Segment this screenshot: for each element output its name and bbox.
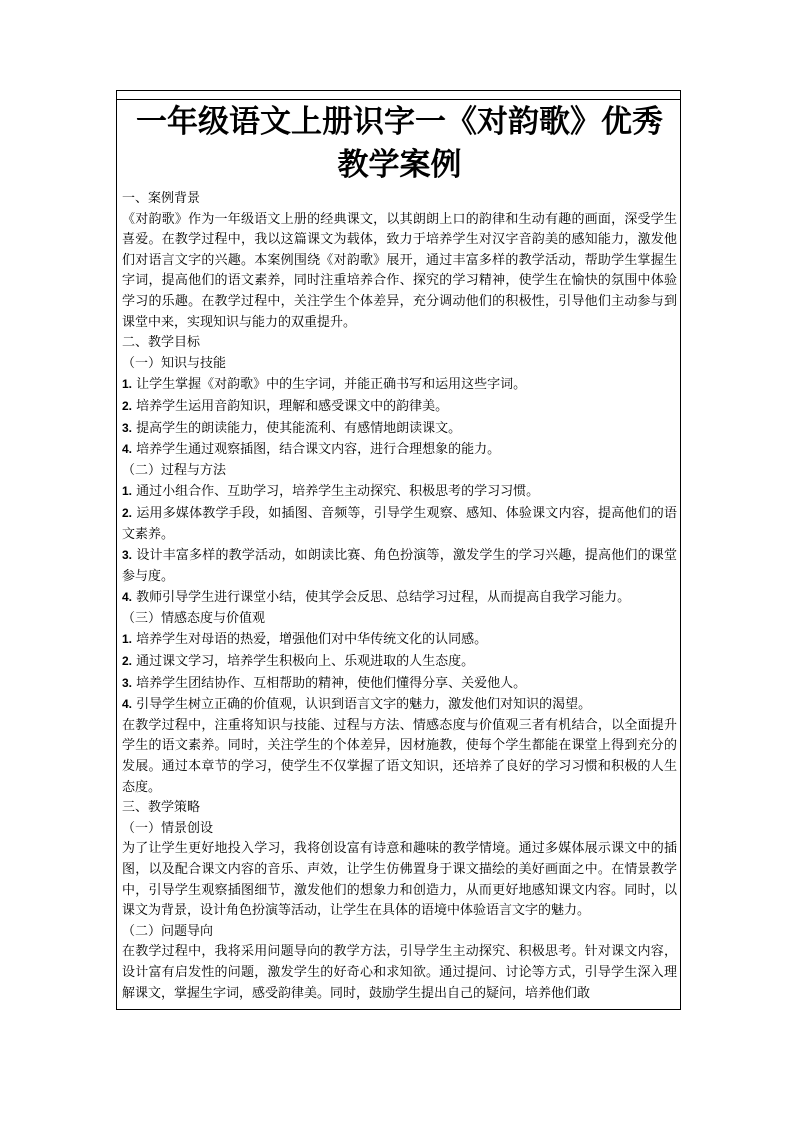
list-item-number: 2. (122, 654, 133, 669)
body-paragraph: 《对韵歌》作为一年级语文上册的经典课文，以其朗朗上口的韵律和生动有趣的画面，深受学生喜爱。在教学过程中，我以这篇课文为载体，致力于培养学生对汉字音韵美的感知能力，激发他们对语言文字的兴趣。本案例围绕《对韵歌》展开，通过丰富多样的教学活动，帮助学生掌握生字词，提高他们的语文素养，同时注重培养合作、探究的学习精神，使学生在愉快的氛围中体验学习的乐趣。在教学过程中，关注学生个体差异，充分调动他们的积极性，引导他们主动参与到课堂中来，实现知识与能力的双重提升。 (122, 211, 677, 330)
list-item-number: 4. (122, 697, 133, 712)
list-item-number: 3. (122, 675, 133, 690)
list-item-number: 4. (122, 590, 133, 605)
list-item-number: 3. (122, 420, 133, 435)
list-item (122, 503, 677, 545)
section-heading: 三、教学策略 (122, 800, 201, 816)
list-item-number: 4. (122, 442, 133, 457)
list-item-text: 引导学生树立正确的价值观，认识到语言文字的魅力，激发他们对知识的渴望。 (132, 697, 592, 713)
list-item-text: 培养学生运用音韵知识，理解和感受课文中的韵律美。 (132, 398, 449, 414)
section-heading: （一）知识与技能 (122, 355, 227, 371)
list-item-text: 教师引导学生进行课堂小结，使其学会反思、总结学习过程，从而提高自我学习能力。 (132, 590, 631, 606)
list-item (122, 673, 677, 695)
section-heading: （二）过程与方法 (122, 462, 227, 478)
list-item-text: 设计丰富多样的教学活动，如朗读比赛、角色扮演等，激发学生的学习兴趣，提高他们的课堂参与度。 (122, 548, 677, 584)
list-item-number: 3. (122, 548, 133, 563)
section-flow (122, 189, 677, 1004)
list-item-text: 通过课文学习，培养学生积极向上、乐观进取的人生态度。 (132, 654, 475, 670)
list-item-text: 培养学生团结协作、互相帮助的精神，使他们懂得分享、关爱他人。 (132, 675, 527, 691)
document-title: 一年级语文上册识字一《对韵歌》优秀教学案例 (136, 104, 663, 183)
document-body (122, 101, 677, 1004)
list-item (122, 374, 677, 396)
list-item-number: 2. (122, 505, 133, 520)
body-paragraph: 在教学过程中，我将采用问题导向的教学方法，引导学生主动探究、积极思考。针对课文内容，设计富有启发性的问题，激发学生的好奇心和求知欲。通过提问、讨论等方式，引导学生深入理解课文，掌握生字词，感受韵律美。同时，鼓励学生提出自己的疑问，培养他们敢 (122, 944, 677, 1001)
list-item (122, 629, 677, 651)
body-paragraph: 在教学过程中，注重将知识与技能、过程与方法、情感态度与价值观三者有机结合，以全面提升学生的语文素养。同时，关注学生的个体差异，因材施教，使每个学生都能在课堂上得到充分的发展。通过本章节的学习，使学生不仅掌握了语文知识，还培养了良好的学习习惯和积极的人生态度。 (122, 717, 677, 795)
section-heading: （三）情感态度与价值观 (122, 610, 266, 626)
list-item-number: 1. (122, 484, 133, 499)
body-paragraph: 为了让学生更好地投入学习，我将创设富有诗意和趣味的教学情境。通过多媒体展示课文中的插图，以及配合课文内容的音乐、声效，让学生仿佛置身于课文描绘的美好画面之中。在情景教学中，引导学生观察插图细节，激发他们的想象力和创造力，从而更好地感知课文内容。同时，以课文为背景，设计角色扮演等活动，让学生在具体的语境中体验语言文字的魅力。 (122, 841, 677, 919)
section-heading: （二）问题导向 (122, 923, 214, 939)
section-heading: 一、案例背景 (122, 191, 201, 206)
list-item (122, 694, 677, 716)
list-item (122, 439, 677, 461)
list-item (122, 396, 677, 418)
list-item-text: 培养学生对母语的热爱，增强他们对中华传统文化的认同感。 (132, 632, 488, 648)
list-item (122, 418, 677, 440)
list-item (122, 545, 677, 587)
list-item-number: 1. (122, 632, 133, 647)
list-item (122, 481, 677, 503)
section-heading: （一）情景创设 (122, 820, 214, 836)
table-top-row (117, 91, 680, 100)
list-item-text: 运用多媒体教学手段，如插图、音频等，引导学生观察、感知、体验课文内容，提高他们的语文素养。 (122, 505, 677, 542)
list-item-number: 2. (122, 398, 133, 413)
list-item-text: 培养学生通过观察插图，结合课文内容，进行合理想象的能力。 (132, 442, 501, 458)
list-item (122, 651, 677, 673)
document-frame (116, 90, 681, 1010)
list-item (122, 587, 677, 609)
list-item-number: 1. (122, 377, 133, 392)
list-item-text: 让学生掌握《对韵歌》中的生字词，并能正确书写和运用这些字词。 (132, 377, 527, 393)
section-heading: 二、教学目标 (122, 335, 201, 351)
list-item-text: 提高学生的朗读能力，使其能流利、有感情地朗读课文。 (132, 420, 462, 436)
list-item-text: 通过小组合作、互助学习，培养学生主动探究、积极思考的学习习惯。 (132, 484, 540, 500)
